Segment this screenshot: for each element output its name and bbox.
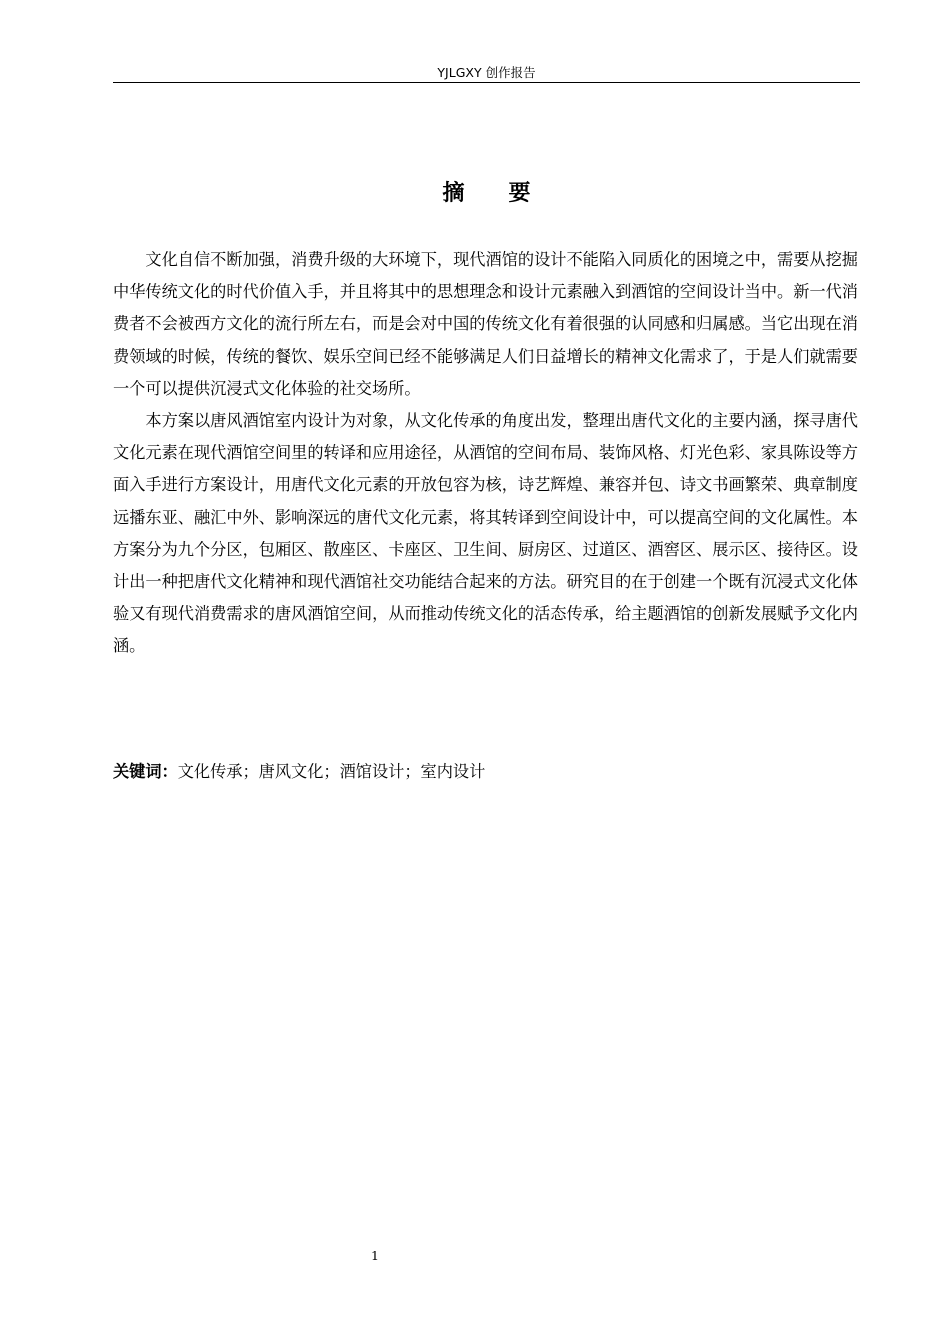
page-number: 1 [371,1248,379,1263]
abstract-paragraph-2: 本方案以唐风酒馆室内设计为对象，从文化传承的角度出发，整理出唐代文化的主要内涵，探寻唐代文化元素在现代酒馆空间里的转译和应用途径，从酒馆的空间布局、装饰风格、灯光色彩、家具陈设等方面入手进行方案设计，用唐代文化元素的开放包容为核，诗艺辉煌、兼容并包、诗文书画繁荣、典章制度远播东亚、融汇中外、影响深远的唐代文化元素，将其转译到空间设计中，可以提高空间的文化属性。本方案分为九个分区，包厢区、散座区、卡座区、卫生间、厨房区、过道区、酒窖区、展示区、接待区。设计出一种把唐代文化精神和现代酒馆社交功能结合起来的方法。研究目的在于创建一个既有沉浸式文化体验又有现代消费需求的唐风酒馆空间，从而推动传统文化的活态传承，给主题酒馆的创新发展赋予文化内涵。 [113,411,858,656]
keywords-line [113,757,858,787]
abstract-title [113,177,860,211]
keywords-text: 文化传承；唐风文化；酒馆设计；室内设计 [177,762,486,781]
title-char-2: 要 [508,181,531,206]
abstract-paragraph-1: 文化自信不断加强，消费升级的大环境下，现代酒馆的设计不能陷入同质化的困境之中，需要从挖掘中华传统文化的时代价值入手，并且将其中的思想理念和设计元素融入到酒馆的空间设计当中。新一代消费者不会被西方文化的流行所左右，而是会对中国的传统文化有着很强的认同感和归属感。当它出现在消费领域的时候，传统的餐饮、娱乐空间已经不能够满足人们日益增长的精神文化需求了，于是人们就需要一个可以提供沉浸式文化体验的社交场所。 [113,250,858,398]
abstract-body [113,244,858,663]
title-char-1: 摘 [442,181,465,206]
header-text: YJLGXY 创作报告 [437,65,536,80]
page-header [113,64,860,83]
keywords-label: 关键词： [113,762,178,781]
